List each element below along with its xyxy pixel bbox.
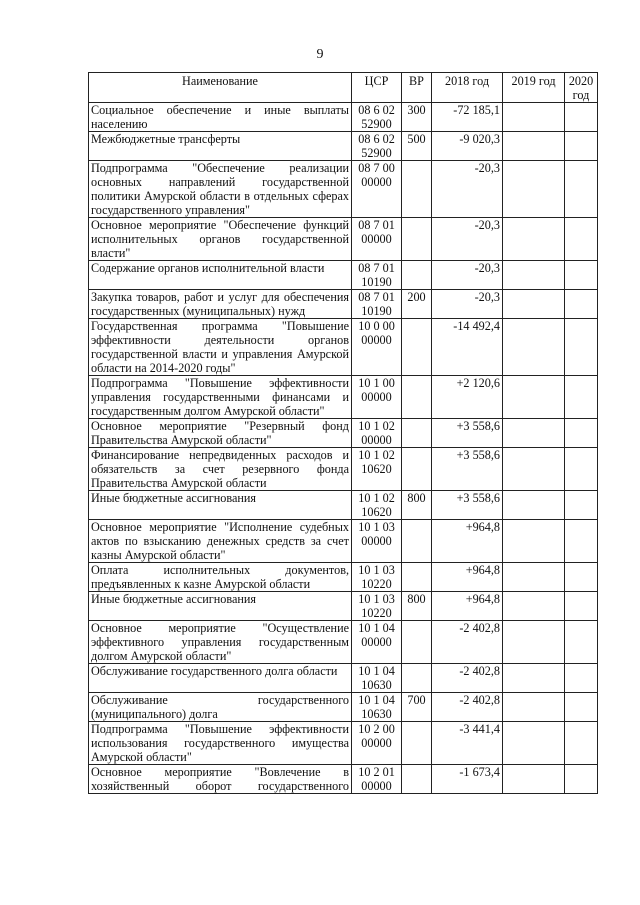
row-name: Обслуживание государственного долга области — [89, 664, 352, 693]
row-csr-part: 08 7 01 — [358, 261, 395, 275]
row-2019 — [503, 722, 565, 765]
table-row — [89, 563, 598, 592]
row-2019 — [503, 592, 565, 621]
table-row — [89, 218, 598, 261]
row-2020 — [565, 520, 598, 563]
row-2019 — [503, 261, 565, 290]
row-name: Государственная программа "Повышение эффективности деятельности органов государственной власти и управления Амурской области на 2014-2020 годы" — [89, 319, 352, 376]
row-csr-part: 10 0 00 — [358, 319, 395, 333]
row-csr — [352, 261, 402, 290]
row-csr-part: 08 7 00 — [358, 161, 395, 175]
page-number: 9 — [316, 47, 324, 62]
row-csr-part: 00000 — [361, 635, 392, 649]
row-csr — [352, 319, 402, 376]
row-csr — [352, 161, 402, 218]
row-vr: 800 — [402, 592, 432, 621]
row-vr — [402, 722, 432, 765]
table-row — [89, 261, 598, 290]
row-vr — [402, 419, 432, 448]
budget-table — [88, 72, 598, 794]
row-vr — [402, 765, 432, 794]
row-name: Закупка товаров, работ и услуг для обеспечения государственных (муниципальных) нужд — [89, 290, 352, 319]
row-csr-part: 08 6 02 — [358, 103, 395, 117]
row-csr-part: 00000 — [361, 736, 392, 750]
row-vr — [402, 261, 432, 290]
row-csr-part: 08 6 02 — [358, 132, 395, 146]
table-row — [89, 419, 598, 448]
row-csr — [352, 448, 402, 491]
row-vr: 800 — [402, 491, 432, 520]
table-row — [89, 376, 598, 419]
row-vr: 500 — [402, 132, 432, 161]
row-2018: +3 558,6 — [432, 491, 503, 520]
row-vr — [402, 376, 432, 419]
row-csr-part: 10 1 04 — [358, 664, 395, 678]
row-csr-part: 10190 — [361, 304, 392, 318]
row-csr — [352, 722, 402, 765]
row-2019 — [503, 621, 565, 664]
row-csr-part: 10 1 02 — [358, 491, 395, 505]
row-csr-part: 00000 — [361, 232, 392, 246]
table-row — [89, 319, 598, 376]
row-csr-part: 10 2 00 — [358, 722, 395, 736]
row-name: Содержание органов исполнительной власти — [89, 261, 352, 290]
row-name: Подпрограмма "Обеспечение реализации основных направлений государственной политики Амурской области в отдельных сферах государственного управления" — [89, 161, 352, 218]
row-csr — [352, 563, 402, 592]
row-vr: 200 — [402, 290, 432, 319]
row-2018: +3 558,6 — [432, 419, 503, 448]
row-2018: -9 020,3 — [432, 132, 503, 161]
row-csr-part: 00000 — [361, 779, 392, 793]
table-row — [89, 491, 598, 520]
table-row — [89, 161, 598, 218]
header-2018: 2018 год — [432, 73, 503, 103]
row-2018: -2 402,8 — [432, 693, 503, 722]
row-2018: -20,3 — [432, 218, 503, 261]
row-name: Подпрограмма "Повышение эффективности управления государственными финансами и государственным долгом Амурской области" — [89, 376, 352, 419]
row-name: Основное мероприятие "Осуществление эффективного управления государственным долгом Амурской области" — [89, 621, 352, 664]
row-name: Оплата исполнительных документов, предъявленных к казне Амурской области — [89, 563, 352, 592]
row-2020 — [565, 448, 598, 491]
row-csr — [352, 664, 402, 693]
table-row — [89, 132, 598, 161]
header-csr: ЦСР — [352, 73, 402, 103]
row-2019 — [503, 218, 565, 261]
row-csr-part: 10 1 02 — [358, 419, 395, 433]
row-vr — [402, 520, 432, 563]
row-vr — [402, 218, 432, 261]
row-2019 — [503, 664, 565, 693]
row-2020 — [565, 218, 598, 261]
row-2018: -14 492,4 — [432, 319, 503, 376]
row-name: Подпрограмма "Повышение эффективности использования государственного имущества Амурской области" — [89, 722, 352, 765]
row-vr — [402, 319, 432, 376]
row-2020 — [565, 765, 598, 794]
table-row — [89, 765, 598, 794]
row-2020 — [565, 592, 598, 621]
row-2020 — [565, 161, 598, 218]
row-csr — [352, 592, 402, 621]
row-csr-part: 10 1 03 — [358, 592, 395, 606]
row-csr-part: 08 7 01 — [358, 218, 395, 232]
row-2018: +3 558,6 — [432, 448, 503, 491]
row-csr — [352, 419, 402, 448]
row-2019 — [503, 103, 565, 132]
row-name: Обслуживание государственного (муниципального) долга — [89, 693, 352, 722]
row-csr — [352, 520, 402, 563]
row-csr-part: 10620 — [361, 462, 392, 476]
row-2018: +964,8 — [432, 563, 503, 592]
row-csr-part: 10630 — [361, 707, 392, 721]
row-csr-part: 10220 — [361, 606, 392, 620]
row-2018: -20,3 — [432, 290, 503, 319]
row-csr-part: 10 2 01 — [358, 765, 395, 779]
row-vr — [402, 664, 432, 693]
row-csr-part: 52900 — [361, 117, 392, 131]
row-csr — [352, 376, 402, 419]
header-2019: 2019 год — [503, 73, 565, 103]
row-2019 — [503, 448, 565, 491]
row-csr-part: 10 1 02 — [358, 448, 395, 462]
row-2020 — [565, 621, 598, 664]
row-2019 — [503, 693, 565, 722]
row-csr-part: 00000 — [361, 534, 392, 548]
row-csr-part: 10630 — [361, 678, 392, 692]
row-2020 — [565, 563, 598, 592]
header-2020: 2020 год — [565, 73, 598, 103]
row-csr-part: 10 1 04 — [358, 621, 395, 635]
row-csr — [352, 132, 402, 161]
row-csr-part: 10620 — [361, 505, 392, 519]
row-2018: -1 673,4 — [432, 765, 503, 794]
row-2020 — [565, 319, 598, 376]
row-2020 — [565, 103, 598, 132]
row-2018: +2 120,6 — [432, 376, 503, 419]
row-2018: -3 441,4 — [432, 722, 503, 765]
table-header-row — [89, 73, 598, 103]
row-2020 — [565, 419, 598, 448]
row-2018: +964,8 — [432, 592, 503, 621]
row-2020 — [565, 376, 598, 419]
row-2020 — [565, 132, 598, 161]
row-2019 — [503, 765, 565, 794]
table-row — [89, 103, 598, 132]
row-2018: -20,3 — [432, 261, 503, 290]
row-2018: -72 185,1 — [432, 103, 503, 132]
row-2018: -2 402,8 — [432, 621, 503, 664]
row-2018: +964,8 — [432, 520, 503, 563]
row-2019 — [503, 290, 565, 319]
row-2020 — [565, 261, 598, 290]
row-csr — [352, 218, 402, 261]
row-csr-part: 10 1 03 — [358, 520, 395, 534]
row-name: Основное мероприятие "Исполнение судебных актов по взысканию денежных средств за счет казны Амурской области" — [89, 520, 352, 563]
row-2020 — [565, 491, 598, 520]
row-csr-part: 00000 — [361, 390, 392, 404]
table-row — [89, 693, 598, 722]
row-name: Иные бюджетные ассигнования — [89, 491, 352, 520]
row-2019 — [503, 132, 565, 161]
header-vr: ВР — [402, 73, 432, 103]
row-2019 — [503, 520, 565, 563]
row-2019 — [503, 491, 565, 520]
table-row — [89, 592, 598, 621]
row-2019 — [503, 376, 565, 419]
row-csr-part: 10 1 03 — [358, 563, 395, 577]
row-2019 — [503, 319, 565, 376]
row-csr-part: 00000 — [361, 333, 392, 347]
row-name: Социальное обеспечение и иные выплаты населению — [89, 103, 352, 132]
row-csr-part: 08 7 01 — [358, 290, 395, 304]
row-vr — [402, 448, 432, 491]
row-csr — [352, 491, 402, 520]
row-vr — [402, 563, 432, 592]
row-2020 — [565, 693, 598, 722]
row-csr — [352, 290, 402, 319]
row-csr — [352, 693, 402, 722]
row-2018: -2 402,8 — [432, 664, 503, 693]
table-row — [89, 448, 598, 491]
row-2020 — [565, 290, 598, 319]
table-row — [89, 621, 598, 664]
row-name: Иные бюджетные ассигнования — [89, 592, 352, 621]
row-csr-part: 00000 — [361, 175, 392, 189]
row-csr — [352, 621, 402, 664]
row-name: Финансирование непредвиденных расходов и обязательств за счет резервного фонда Правительства Амурской области — [89, 448, 352, 491]
row-2018: -20,3 — [432, 161, 503, 218]
row-csr — [352, 103, 402, 132]
row-vr — [402, 161, 432, 218]
row-2020 — [565, 664, 598, 693]
row-2020 — [565, 722, 598, 765]
row-csr-part: 10190 — [361, 275, 392, 289]
table-row — [89, 722, 598, 765]
row-name: Основное мероприятие "Обеспечение функций исполнительных органов государственной власти" — [89, 218, 352, 261]
row-csr-part: 10220 — [361, 577, 392, 591]
row-name: Основное мероприятие "Вовлечение в хозяйственный оборот государственного — [89, 765, 352, 794]
row-csr-part: 10 1 00 — [358, 376, 395, 390]
header-name: Наименование — [89, 73, 352, 103]
row-csr-part: 10 1 04 — [358, 693, 395, 707]
row-vr — [402, 621, 432, 664]
row-2019 — [503, 419, 565, 448]
table-row — [89, 290, 598, 319]
row-name: Межбюджетные трансферты — [89, 132, 352, 161]
row-csr-part: 00000 — [361, 433, 392, 447]
row-vr: 700 — [402, 693, 432, 722]
row-2019 — [503, 161, 565, 218]
row-vr: 300 — [402, 103, 432, 132]
row-name: Основное мероприятие "Резервный фонд Правительства Амурской области" — [89, 419, 352, 448]
row-csr-part: 52900 — [361, 146, 392, 160]
table-row — [89, 520, 598, 563]
row-2019 — [503, 563, 565, 592]
row-csr — [352, 765, 402, 794]
table-row — [89, 664, 598, 693]
